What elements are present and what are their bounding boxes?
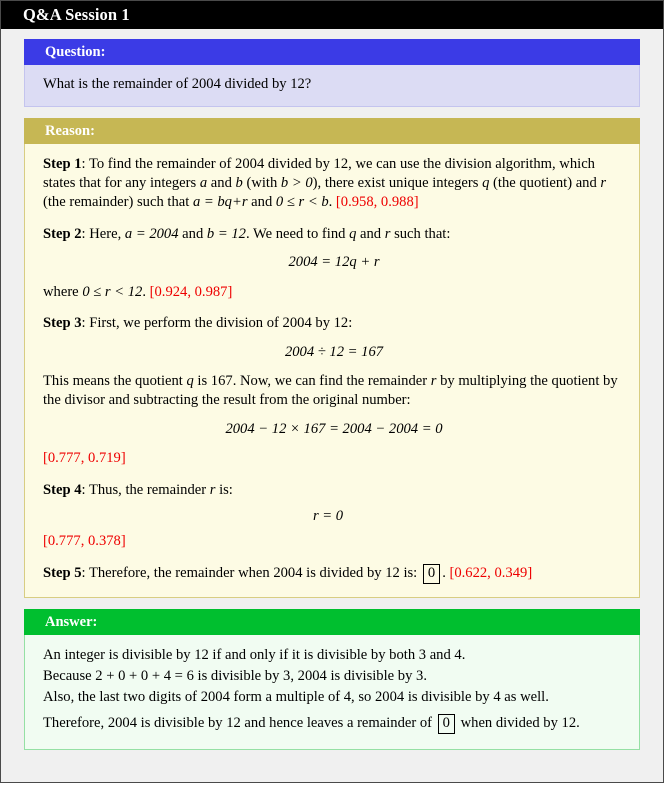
step-1-range-r: 0 ≤ r < b [275, 194, 329, 211]
step-3-follow-1: This means the quotient [43, 372, 187, 389]
step-1-text-5: (the quotient) and [489, 175, 601, 192]
reason-step-2 [43, 225, 625, 244]
step-3-display-equation: 2004 ÷ 12 = 167 [284, 343, 384, 360]
step-1-text-8: . [328, 194, 336, 211]
step-1-text-6: (the remainder) such that [43, 194, 193, 211]
question-header: Question: [24, 39, 640, 65]
step-4-label: Step 4 [43, 481, 82, 498]
step-2-label: Step 2 [43, 225, 82, 242]
answer-line-1: An integer is divisible by 12 if and only if it is divisible by both 3 and 4. [43, 646, 466, 663]
step-3-sep: : [81, 315, 90, 332]
reason-step-4 [43, 481, 625, 500]
step-2-eq-a: a = 2004 [124, 225, 179, 242]
step-2-text-4: and [356, 225, 385, 242]
step-5-score: [0.622, 0.349] [449, 564, 533, 581]
step-3-display-equation-2: 2004 − 12 × 167 = 2004 − 2004 = 0 [225, 420, 443, 437]
answer-box [24, 609, 640, 750]
step-4-var-r: r [209, 481, 216, 498]
step-2-var-r: r [384, 225, 391, 242]
window-title-bar [1, 1, 663, 29]
step-1-var-b: b [235, 175, 243, 192]
step-1-inline-equation: a = bq+r [192, 194, 248, 211]
reason-body [24, 144, 640, 598]
step-3-var-q: q [186, 372, 194, 389]
answer-final-line [43, 714, 625, 734]
reason-box [24, 118, 640, 598]
step-2-where-text: where [43, 283, 83, 300]
answer-boxed-value: 0 [438, 714, 455, 734]
window-title: Q&A Session 1 [23, 5, 130, 24]
answer-line-3: Also, the last two digits of 2004 form a multiple of 4, so 2004 is divisible by 4 as well. [43, 689, 549, 706]
step-3-var-r: r [430, 372, 437, 389]
step-3-follow-3: by multiplying the quotient by the divisor and subtracting the result from the original number: [43, 372, 618, 409]
step-2-score: [0.924, 0.987] [149, 283, 233, 300]
step-1-label: Step 1 [43, 155, 82, 172]
step-4-text-1: Thus, the remainder [88, 481, 210, 498]
question-box [24, 39, 640, 107]
question-text: What is the remainder of 2004 divided by 12? [43, 76, 312, 93]
step-5-boxed-answer: 0 [423, 564, 440, 584]
step-5-text-2: . [442, 564, 450, 581]
step-1-sep: : [81, 155, 89, 172]
step-1-score: [0.958, 0.988] [335, 194, 419, 211]
step-2-text-1: Here, [89, 225, 125, 242]
step-1-text-2: and [207, 175, 236, 192]
step-2-where-period: . [142, 283, 150, 300]
step-2-sep: : [81, 225, 90, 242]
answer-final-text-1: Therefore, 2004 is divisible by 12 and hence leaves a remainder of [43, 714, 436, 731]
step-5-label: Step 5 [43, 564, 82, 581]
step-2-text-2: and [178, 225, 207, 242]
reason-step-1 [43, 155, 625, 213]
step-2-where-line [43, 283, 625, 302]
step-3-follow-text [43, 372, 625, 411]
step-1-text-7: and [247, 194, 276, 211]
step-1-var-r: r [600, 175, 607, 192]
step-2-where-range: 0 ≤ r < 12 [82, 283, 143, 300]
step-1-inequality-b: b > 0 [280, 175, 313, 192]
document-canvas [1, 29, 663, 750]
reason-step-5 [43, 564, 625, 584]
step-3-follow-2: is 167. Now, we can find the remainder [193, 372, 431, 389]
step-5-text-1: Therefore, the remainder when 2004 is divided by 12 is: [88, 564, 421, 581]
step-4-score: [0.777, 0.378] [43, 533, 126, 550]
step-4-text-2: is: [215, 481, 233, 498]
step-1-text-3: (with [242, 175, 281, 192]
step-2-text-5: such that: [390, 225, 451, 242]
answer-header: Answer: [24, 609, 640, 635]
step-4-display-equation: r = 0 [312, 507, 344, 524]
step-5-sep: : [81, 564, 89, 581]
question-body [24, 65, 640, 106]
step-3-score: [0.777, 0.719] [43, 450, 126, 467]
step-3-label: Step 3 [43, 315, 82, 332]
step-2-text-3: . We need to find [245, 225, 350, 242]
step-1-var-q: q [482, 175, 490, 192]
step-1-text-1: To find the remainder of 2004 divided by 12, we can use the division algorithm, which states that for any integers [43, 155, 595, 192]
step-2-display-equation: 2004 = 12q + r [288, 254, 380, 271]
reason-header: Reason: [24, 118, 640, 144]
step-2-var-q: q [349, 225, 357, 242]
answer-final-text-2: when divided by 12. [456, 714, 580, 731]
step-3-score-line [43, 449, 625, 468]
step-1-text-4: ), there exist unique integers [312, 175, 483, 192]
answer-line-2: Because 2 + 0 + 0 + 4 = 6 is divisible by 3, 2004 is divisible by 3. [43, 668, 427, 685]
reason-step-3 [43, 314, 625, 333]
step-2-eq-b: b = 12 [206, 225, 246, 242]
step-4-score-line [43, 532, 625, 551]
step-4-sep: : [81, 481, 89, 498]
step-3-text-1: First, we perform the division of 2004 by 12: [89, 315, 353, 332]
answer-body [24, 635, 640, 750]
step-1-var-a: a [199, 175, 208, 192]
